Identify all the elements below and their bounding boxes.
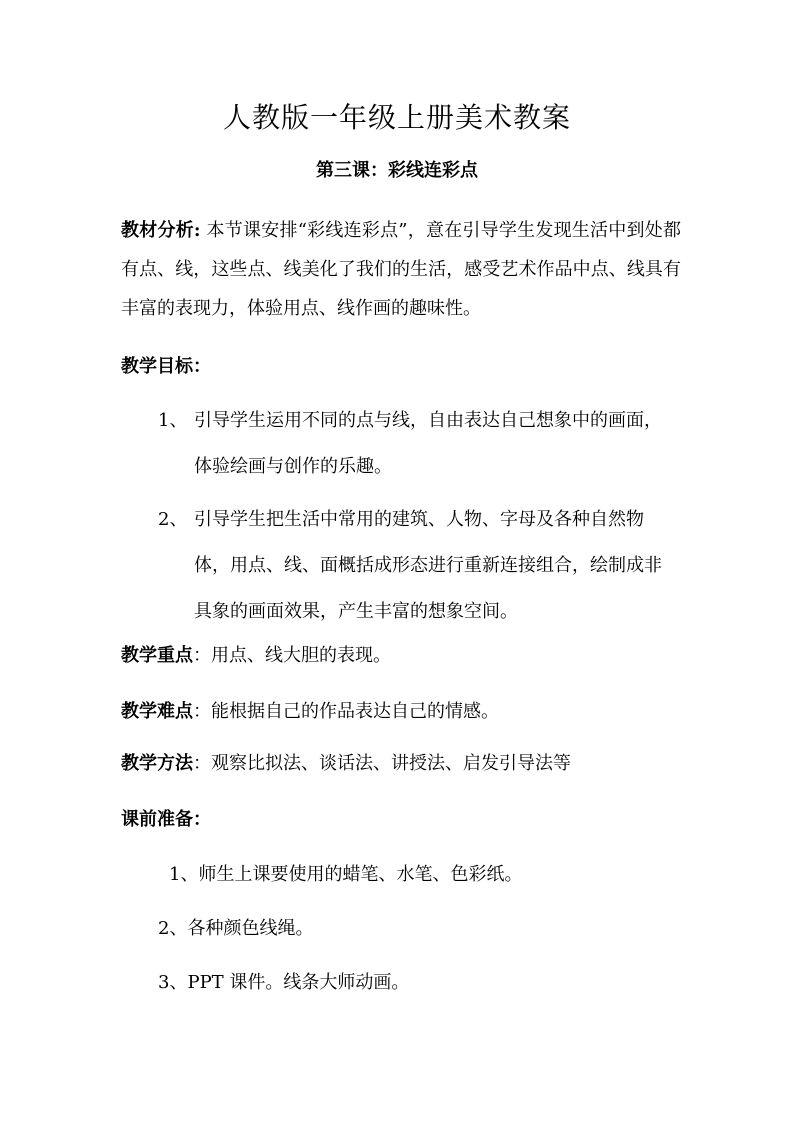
prep-item-2: 2、各种颜色线绳。 xyxy=(158,918,314,939)
difficulty-text: ：能根据自己的作品表达自己的情感。 xyxy=(193,701,499,722)
method-line xyxy=(121,749,571,779)
goal-item-1-number: 1、 xyxy=(158,410,188,431)
lesson-subtitle: 第三课：彩线连彩点 xyxy=(316,160,478,181)
key-point-text: ：用点、线大胆的表现。 xyxy=(193,645,391,666)
goal-item-1 xyxy=(158,398,678,490)
method-text: ：观察比拟法、谈话法、讲授法、启发引导法等 xyxy=(193,753,571,774)
document-title: 人教版一年级上册美术教案 xyxy=(222,101,571,134)
method-label: 教学方法 xyxy=(121,753,193,774)
material-analysis-label: 教材分析: xyxy=(121,220,201,241)
key-point-label: 教学重点 xyxy=(121,645,193,666)
goal-item-2-text: 引导学生把生活中常用的建筑、人物、字母及各种自然物体，用点、线、面概括成形态进行重新连接组合，绘制成非具象的画面效果，产生丰富的想象空间。 xyxy=(194,509,662,622)
material-analysis-paragraph xyxy=(121,211,681,328)
goal-item-2-number: 2、 xyxy=(158,509,188,530)
prep-item-1: 1、师生上课要使用的蜡笔、水笔、色彩纸。 xyxy=(169,864,523,885)
prep-item-3: 3、PPT 课件。线条大师动画。 xyxy=(158,972,410,993)
goal-item-2 xyxy=(158,497,678,635)
difficulty-label: 教学难点 xyxy=(121,701,193,722)
material-analysis-text: 本节课安排“彩线连彩点”，意在引导学生发现生活中到处都有点、线，这些点、线美化了我们的生活，感受艺术作品中点、线具有丰富的表现力，体验用点、线作画的趣味性。 xyxy=(121,220,681,319)
key-point-line xyxy=(121,641,391,671)
goal-item-1-text: 引导学生运用不同的点与线，自由表达自己想象中的画面，体验绘画与创作的乐趣。 xyxy=(194,410,662,477)
teaching-goals-heading: 教学目标： xyxy=(121,356,211,377)
prep-heading: 课前准备： xyxy=(121,809,211,830)
difficulty-line xyxy=(121,697,499,727)
